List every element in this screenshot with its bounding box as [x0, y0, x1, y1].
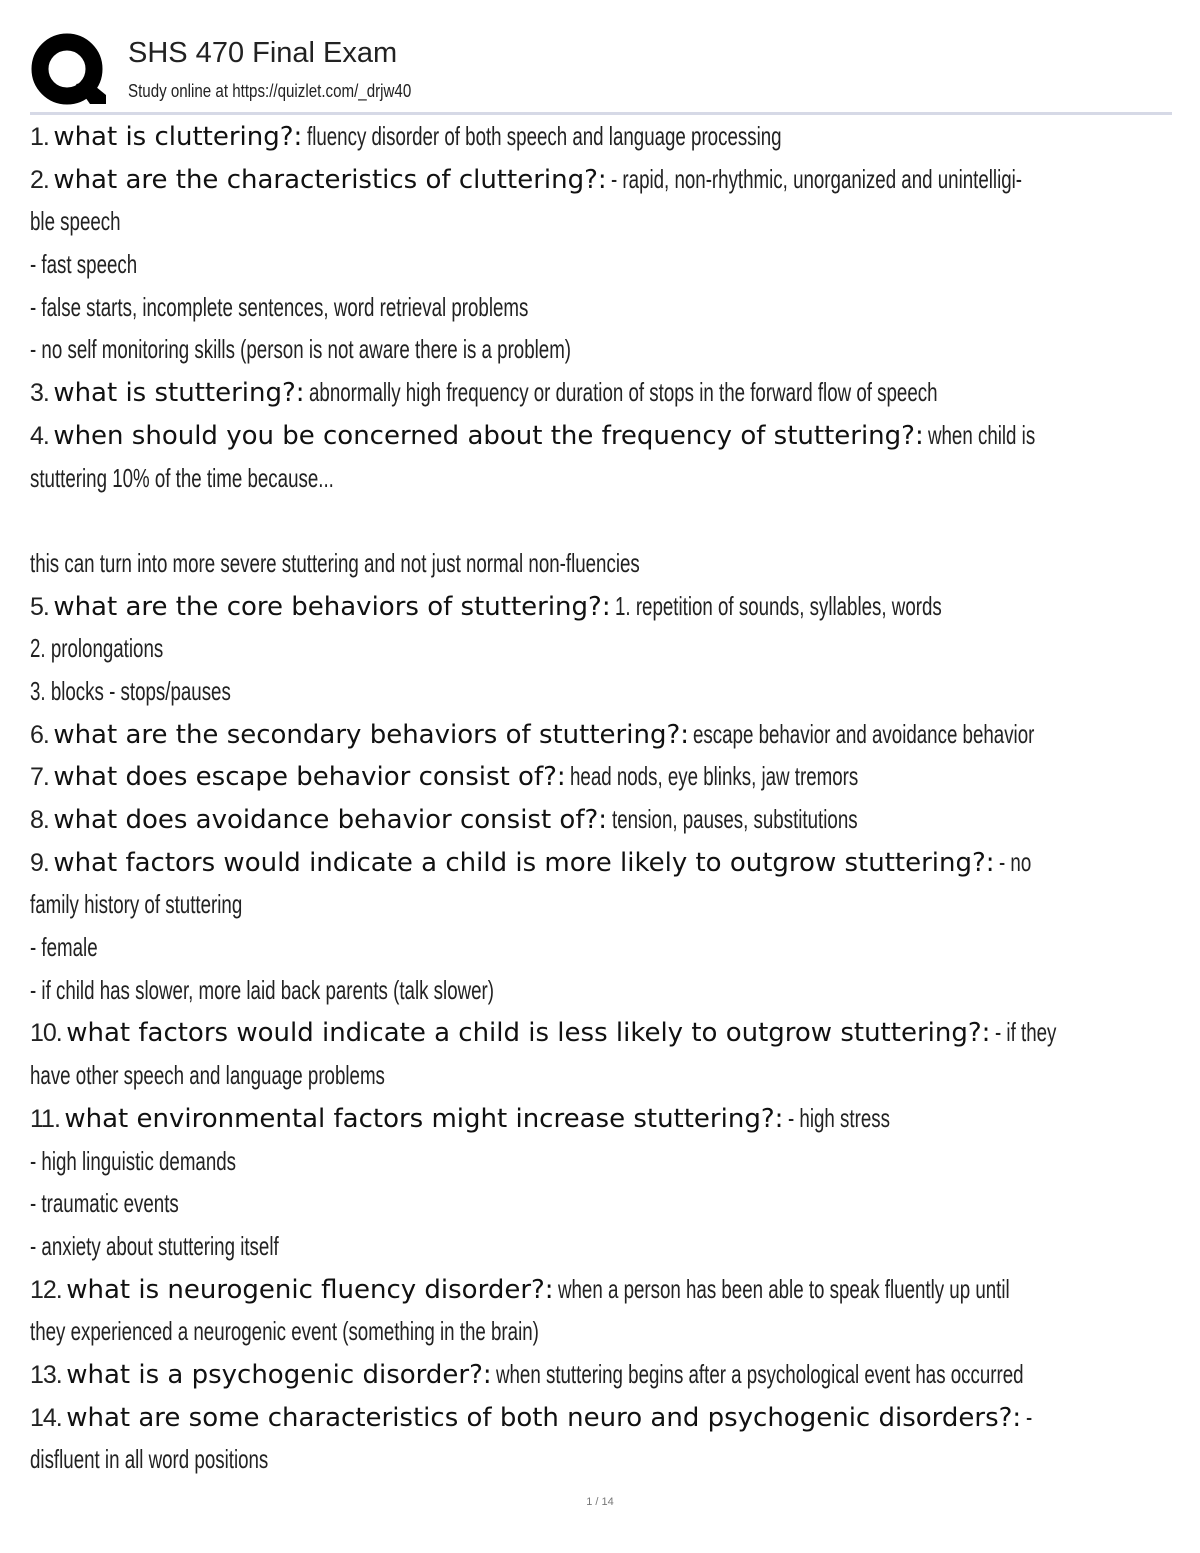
- card-answer-continued: - fast speech: [30, 249, 138, 280]
- card-answer-continued: have other speech and language problems: [30, 1060, 385, 1091]
- card-line: [30, 115, 1172, 158]
- card-line: [30, 158, 1172, 201]
- card-answer-continued: - if child has slower, more laid back parents (talk slower): [30, 974, 495, 1005]
- card-line: [30, 414, 1172, 457]
- study-online-link-text: Study online at https://quizlet.com/_drjw40: [128, 81, 412, 101]
- card-line: [30, 371, 1172, 414]
- card-line: [30, 1353, 1172, 1396]
- page-title: SHS 470 Final Exam: [128, 37, 398, 69]
- card-answer: - if they: [994, 1017, 1057, 1048]
- card-line: [30, 1268, 1172, 1311]
- card-answer-continued: - high linguistic demands: [30, 1145, 237, 1176]
- card-answer: abnormally high frequency or duration of stops in the forward flow of speech: [309, 377, 938, 408]
- card-answer-continued: - false starts, incomplete sentences, word retrieval problems: [30, 291, 529, 322]
- card-question: what does avoidance behavior consist of?:: [53, 805, 608, 835]
- card-number: 1.: [30, 123, 49, 151]
- card-line: [30, 1438, 1172, 1481]
- card-number: 4.: [30, 421, 49, 450]
- card-number: 10.: [30, 1019, 62, 1048]
- quizlet-q-logo-icon: [30, 32, 108, 108]
- card-answer: when stuttering begins after a psychological event has occurred: [496, 1358, 1024, 1389]
- card-line: [30, 1140, 1172, 1183]
- card-question: what environmental factors might increase stuttering?:: [64, 1103, 784, 1134]
- card-line: [30, 1097, 1172, 1140]
- card-line: [30, 585, 1172, 628]
- card-answer: - rapid, non-rhythmic, unorganized and unintelligi-: [611, 163, 1023, 194]
- card-answer-continued: stuttering 10% of the time because...: [30, 462, 334, 493]
- card-number: 2.: [30, 165, 49, 194]
- card-line: [30, 670, 1172, 713]
- card-question: what factors would indicate a child is more likely to outgrow stuttering?:: [53, 847, 995, 878]
- card-question: when should you be concerned about the frequency of stuttering?:: [53, 420, 924, 451]
- card-question: what is a psychogenic disorder?:: [66, 1359, 492, 1390]
- card-question: what factors would indicate a child is less likely to outgrow stuttering?:: [66, 1018, 991, 1049]
- card-question: what does escape behavior consist of?:: [53, 762, 566, 793]
- card-line: [30, 1225, 1172, 1268]
- page-number: 1 / 14: [586, 1496, 614, 1508]
- card-answer-continued: - traumatic events: [30, 1188, 179, 1219]
- card-number: 8.: [30, 806, 49, 834]
- card-answer-continued: ble speech: [30, 206, 121, 237]
- card-answer: tension, pauses, substitutions: [611, 804, 858, 834]
- card-answer-continued: - female: [30, 932, 98, 963]
- card-answer: - high stress: [787, 1102, 890, 1133]
- card-line: [30, 200, 1172, 243]
- card-answer: escape behavior and avoidance behavior: [693, 718, 1035, 749]
- card-answer: - no: [998, 846, 1032, 877]
- card-line: [30, 1182, 1172, 1225]
- card-answer-continued: - no self monitoring skills (person is not aware there is a problem): [30, 334, 572, 365]
- card-answer-continued: disfluent in all word positions: [30, 1444, 269, 1475]
- card-line: [30, 798, 1172, 841]
- card-question: what is neurogenic fluency disorder?:: [66, 1274, 554, 1305]
- card-answer: fluency disorder of both speech and language processing: [306, 121, 782, 151]
- card-line: [30, 286, 1172, 329]
- card-line: [30, 1011, 1172, 1054]
- card-line: [30, 841, 1172, 884]
- card-number: 6.: [30, 720, 49, 749]
- card-number: 3.: [30, 379, 49, 408]
- card-line: [30, 926, 1172, 969]
- card-answer-continued: - anxiety about stuttering itself: [30, 1230, 279, 1261]
- card-line: [30, 883, 1172, 926]
- card-number: 12.: [30, 1275, 62, 1304]
- card-line: [30, 499, 1172, 542]
- card-line: [30, 627, 1172, 670]
- card-number: 9.: [30, 848, 49, 877]
- card-number: 13.: [30, 1360, 62, 1389]
- card-answer: when child is: [928, 419, 1036, 450]
- card-line: [30, 969, 1172, 1012]
- card-question: what are some characteristics of both neuro and psychogenic disorders?:: [66, 1402, 1022, 1433]
- card-answer-continued: 2. prolongations: [30, 633, 164, 664]
- card-question: what are the secondary behaviors of stuttering?:: [53, 719, 690, 750]
- card-line: [30, 542, 1172, 585]
- card-line: [30, 1310, 1172, 1353]
- card-answer: 1. repetition of sounds, syllables, words: [615, 590, 942, 621]
- card-question: what are the characteristics of cluttering?:: [53, 164, 607, 195]
- card-line: [30, 1054, 1172, 1097]
- card-question: what are the core behaviors of stuttering?:: [53, 591, 611, 622]
- card-number: 14.: [30, 1403, 62, 1432]
- card-line: [30, 1396, 1172, 1439]
- card-number: 7.: [30, 763, 49, 792]
- card-line: [30, 328, 1172, 371]
- card-line: [30, 243, 1172, 286]
- card-number: 11.: [30, 1104, 60, 1133]
- flashcard-list: [30, 115, 1172, 1481]
- card-line: [30, 755, 1172, 798]
- card-question: what is cluttering?:: [53, 122, 303, 152]
- card-line: [30, 713, 1172, 756]
- card-answer-continued: they experienced a neurogenic event (something in the brain): [30, 1316, 539, 1347]
- card-answer: head nods, eye blinks, jaw tremors: [570, 761, 859, 792]
- card-line: [30, 457, 1172, 500]
- page-header: [30, 30, 1172, 112]
- card-answer-continued: family history of stuttering: [30, 889, 243, 920]
- card-question: what is stuttering?:: [53, 378, 305, 409]
- card-answer-continued: this can turn into more severe stuttering and not just normal non-fluencies: [30, 547, 640, 578]
- card-answer: when a person has been able to speak fluently up until: [558, 1273, 1010, 1304]
- card-number: 5.: [30, 592, 49, 621]
- card-answer-continued: 3. blocks - stops/pauses: [30, 675, 231, 706]
- card-answer: -: [1025, 1401, 1032, 1432]
